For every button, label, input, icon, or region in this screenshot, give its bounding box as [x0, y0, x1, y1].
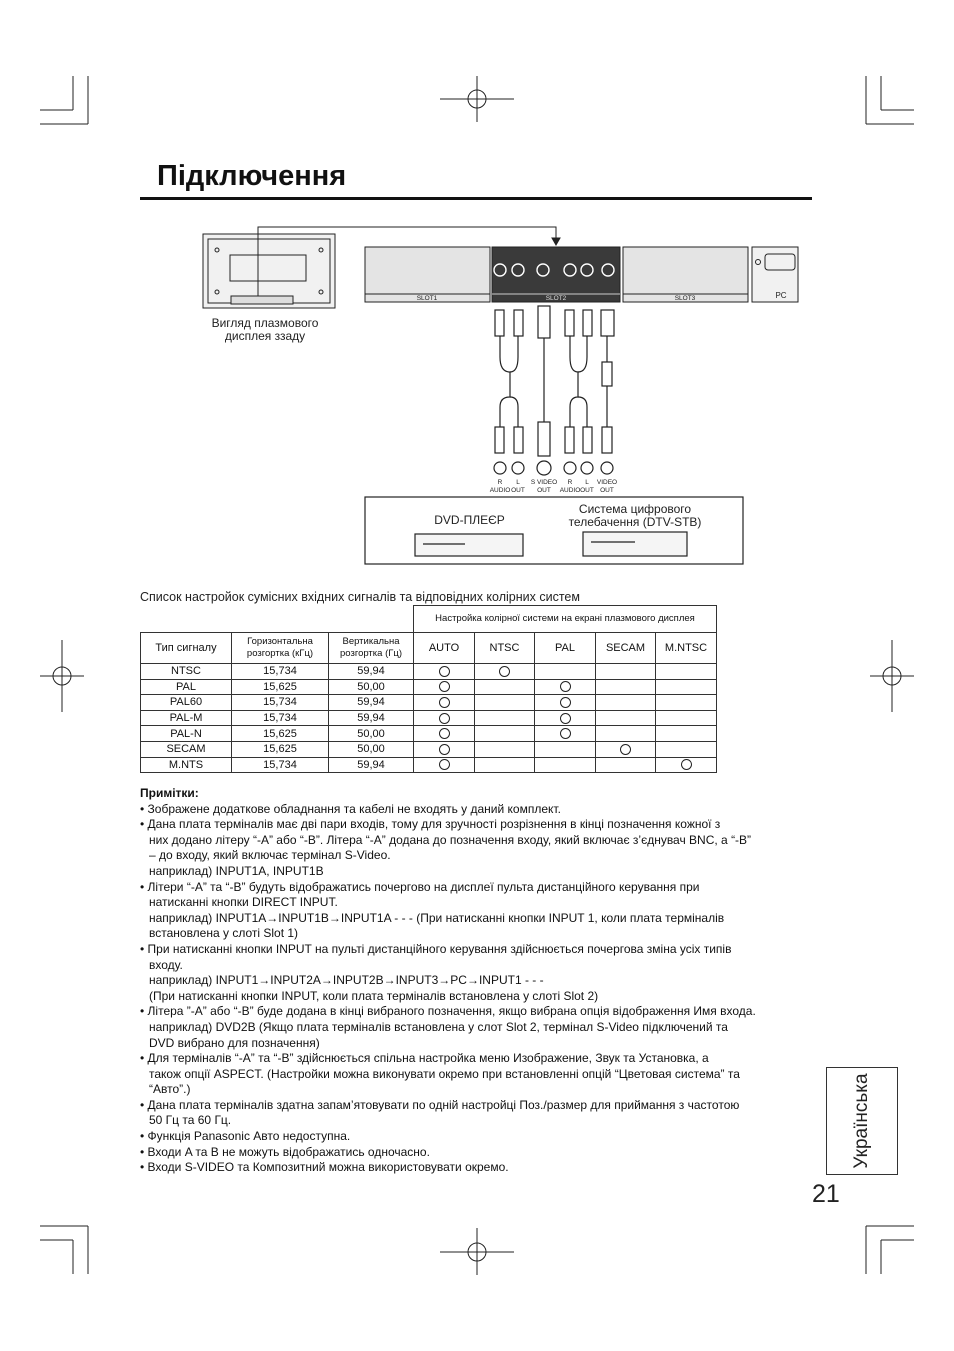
table-cell: PAL-N: [141, 726, 232, 742]
notes-list: [140, 802, 820, 1176]
table-cell: PAL-M: [141, 710, 232, 726]
table-cell: 15,734: [232, 710, 329, 726]
jack-sublabel: OUT: [511, 487, 525, 494]
table-body: [141, 664, 717, 773]
supported-circle-icon: [439, 728, 450, 739]
table-cell: 15,625: [232, 726, 329, 742]
jack-sublabel: OUT: [580, 487, 594, 494]
jack-label: S VIDEO: [530, 479, 558, 486]
table-cell: [535, 757, 596, 773]
supported-circle-icon: [620, 744, 631, 755]
table-cell: PAL60: [141, 695, 232, 711]
table-header-cell: PAL: [535, 633, 596, 664]
table-cell: SECAM: [141, 741, 232, 757]
table-group-header: Настройка колірної системи на екрані плазмового дисплея: [414, 606, 717, 633]
table-cell: 59,94: [329, 695, 414, 711]
table-cell: 15,734: [232, 664, 329, 680]
table-cell: 59,94: [329, 664, 414, 680]
table-cell: 15,625: [232, 741, 329, 757]
table-cell: [414, 695, 475, 711]
note-line: • Для терміналів “-A” та “-B” здійснюється спільна настройка меню Изображение, Звук та Установка, а: [140, 1051, 709, 1066]
jack-sublabel: OUT: [600, 487, 614, 494]
note-line: також опції ASPECT. (Настройки можна виконувати окремо при встановленні опцій “Цветовая система” та: [149, 1066, 740, 1081]
table-cell: 50,00: [329, 726, 414, 742]
table-cell: [535, 679, 596, 695]
note-line: наприклад) INPUT1→INPUT2A→INPUT2B→INPUT3→PC→INPUT1 - - -: [149, 973, 544, 988]
table-cell: [414, 726, 475, 742]
note-line: • Входи A та B не можуть відображатись одночасно.: [140, 1144, 430, 1159]
note-line: • Літери “-A” та “-B” будуть відображатись почергово на дисплеї пульта дистанційного керування при: [140, 879, 700, 894]
table-row: [141, 664, 717, 680]
note-line: • Зображене додаткове обладнання та кабелі не входять у даний комплект.: [140, 801, 561, 816]
table-row: [141, 726, 717, 742]
page-title: Підключення: [157, 160, 347, 192]
notes-heading: Примітки:: [140, 786, 199, 800]
jack-sublabel: AUDIO: [559, 487, 581, 494]
table-cell: 50,00: [329, 679, 414, 695]
table-cell: [535, 710, 596, 726]
table-cell: [656, 664, 717, 680]
table-cell: [475, 664, 535, 680]
title-divider: [140, 197, 812, 200]
note-line: (При натисканні кнопки INPUT, коли плата терміналів встановлена у слоті Slot 2): [149, 988, 599, 1003]
jack-sublabel: OUT: [537, 487, 551, 494]
table-cell: [414, 679, 475, 695]
table-header-cell: Вертикальна розгортка (Гц): [329, 633, 414, 664]
note-line: • Входи S-VIDEO та Композитний можна використовувати окремо.: [140, 1160, 509, 1175]
note-line: • При натисканні кнопки INPUT на пульті дистанційного керування здійснюється почергова зміна усіх типів: [140, 941, 732, 956]
note-line: • Дана плата терміналів має дві пари входів, тому для зручності розрізнення в кінці позначення кожної з: [140, 817, 721, 832]
stb-label: [555, 503, 715, 529]
table-cell: 59,94: [329, 710, 414, 726]
signal-table: [140, 605, 717, 773]
table-cell: [414, 741, 475, 757]
table-row: [141, 679, 717, 695]
table-cell: 15,734: [232, 757, 329, 773]
table-cell: 15,625: [232, 679, 329, 695]
table-cell: [596, 741, 656, 757]
note-line: • Дана плата терміналів здатна запам’ятовувати по одній настройці Поз./размер для приймання з частотою: [140, 1097, 740, 1112]
note-line: DVD вибрано для позначення): [149, 1035, 320, 1050]
table-cell: 15,734: [232, 695, 329, 711]
dvd-player-label: DVD-ПЛЕЄР: [434, 513, 505, 527]
table-cell: [535, 695, 596, 711]
page-number: 21: [812, 1180, 840, 1208]
table-cell: [475, 710, 535, 726]
table-cell: NTSC: [141, 664, 232, 680]
table-cell: [414, 664, 475, 680]
table-cell: [535, 741, 596, 757]
table-title: Список настройок сумісних вхідних сигналів та відповідних колірних систем: [140, 590, 580, 604]
stb-label-line: Система цифрового: [578, 502, 692, 516]
pc-label: PC: [775, 291, 787, 300]
supported-circle-icon: [439, 681, 450, 692]
table-cell: [475, 695, 535, 711]
table-cell: 50,00: [329, 741, 414, 757]
table-cell: [475, 679, 535, 695]
table-cell: [596, 695, 656, 711]
supported-circle-icon: [560, 681, 571, 692]
slot2-label: SLOT2: [545, 295, 567, 302]
table-cell: [535, 726, 596, 742]
table-cell: [475, 726, 535, 742]
table-row: [141, 695, 717, 711]
table-header-cell: Горизонтальна розгортка (кГц): [232, 633, 329, 664]
note-line: входу.: [149, 957, 183, 972]
rear-view-caption: [195, 317, 335, 343]
note-line: “Авто”.): [149, 1082, 191, 1097]
table-row: [141, 757, 717, 773]
table-cell: [414, 710, 475, 726]
jack-label: R: [567, 479, 573, 486]
table-cell: [656, 741, 717, 757]
supported-circle-icon: [439, 666, 450, 677]
jack-label: VIDEO: [596, 479, 618, 486]
table-cell: [596, 726, 656, 742]
supported-circle-icon: [439, 759, 450, 770]
table-header-cell: Тип сигналу: [141, 633, 232, 664]
table-cell: [596, 664, 656, 680]
supported-circle-icon: [499, 666, 510, 677]
note-line: наприклад) INPUT1A, INPUT1B: [149, 863, 324, 878]
note-line: них додано літеру “-A” або “-B”. Літера “-A” додана до позначення входу, який включає з’єднувач BNC, а “-B”: [149, 832, 752, 847]
table-cell: [656, 695, 717, 711]
table-cell: [656, 757, 717, 773]
table-cell: [475, 741, 535, 757]
note-line: натисканні кнопки DIRECT INPUT.: [149, 895, 338, 910]
jack-label: L: [585, 479, 589, 486]
language-tab-label: Українська: [851, 1073, 872, 1169]
table-cell: [475, 757, 535, 773]
note-line: – до входу, який включає термінал S-Video.: [149, 848, 391, 863]
table-header-cell: SECAM: [596, 633, 656, 664]
supported-circle-icon: [439, 697, 450, 708]
note-line: 50 Гц та 60 Гц.: [149, 1113, 232, 1128]
jack-sublabel: AUDIO: [489, 487, 511, 494]
table-cell: [535, 664, 596, 680]
supported-circle-icon: [439, 744, 450, 755]
stb-label-line: телебачення (DTV-STB): [568, 515, 702, 529]
supported-circle-icon: [560, 728, 571, 739]
language-tab: [826, 1067, 898, 1175]
table-cell: PAL: [141, 679, 232, 695]
table-header-cell: M.NTSC: [656, 633, 717, 664]
note-line: • Літера ”-A” або “-B” буде додана в кінці вибраного позначення, якщо вибрана опція відображення Имя входа.: [140, 1004, 756, 1019]
table-cell: [656, 710, 717, 726]
table-header-cell: NTSC: [475, 633, 535, 664]
table-cell: [656, 679, 717, 695]
table-cell: M.NTS: [141, 757, 232, 773]
table-cell: [656, 726, 717, 742]
table-cell: 59,94: [329, 757, 414, 773]
supported-circle-icon: [560, 713, 571, 724]
table-cell: [596, 710, 656, 726]
note-line: • Функція Panasonic Авто недоступна.: [140, 1129, 351, 1144]
note-line: встановлена у слоті Slot 1): [149, 926, 299, 941]
table-cell: [596, 679, 656, 695]
supported-circle-icon: [681, 759, 692, 770]
table-header-cell: AUTO: [414, 633, 475, 664]
jack-label: L: [516, 479, 520, 486]
supported-circle-icon: [439, 713, 450, 724]
note-line: наприклад) DVD2B (Якщо плата терміналів встановлена у слот Slot 2, термінал S-Video підключений та: [149, 1019, 728, 1034]
table-row: [141, 710, 717, 726]
table-cell: [596, 757, 656, 773]
supported-circle-icon: [560, 697, 571, 708]
slot3-label: SLOT3: [674, 295, 696, 302]
table-row: [141, 741, 717, 757]
rear-caption-line: дисплея ззаду: [224, 329, 306, 343]
jack-label: R: [497, 479, 503, 486]
table-cell: [414, 757, 475, 773]
note-line: наприклад) INPUT1A→INPUT1B→INPUT1A - - - (При натисканні кнопки INPUT 1, коли плата терміналів: [149, 910, 725, 925]
slot1-label: SLOT1: [416, 295, 438, 302]
rear-caption-line: Вигляд плазмового: [211, 316, 319, 330]
notes-section: [140, 786, 820, 1176]
